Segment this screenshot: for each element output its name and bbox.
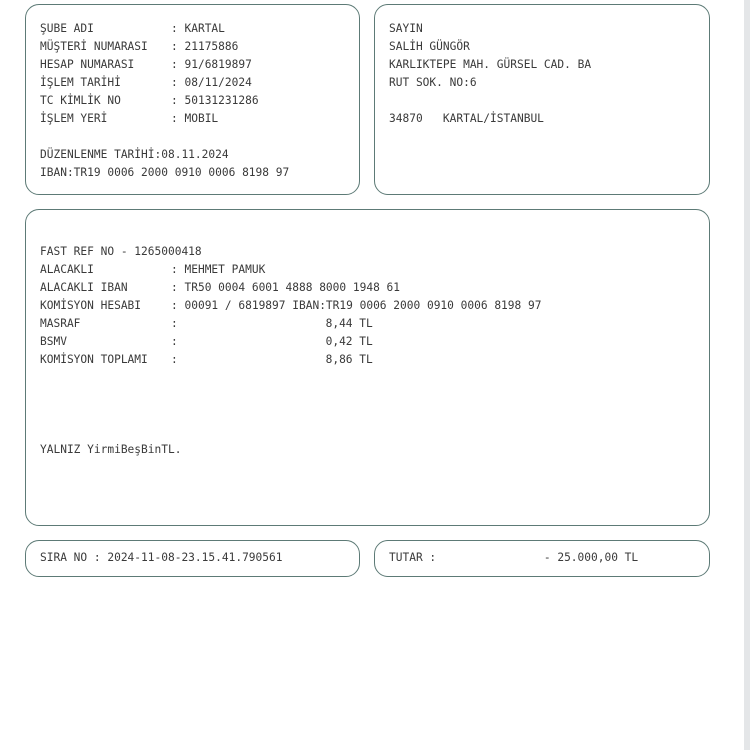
- row-label: KOMİSYON HESABI: [40, 299, 142, 312]
- commission-total-row: KOMİSYON TOPLAMI : 8,86 TL: [40, 351, 373, 369]
- transaction-place-row: İŞLEM YERİ : MOBIL: [40, 110, 218, 128]
- fee-amount: 8,44 TL: [325, 317, 373, 330]
- transaction-details-panel: [25, 209, 710, 526]
- total-row: [389, 549, 638, 567]
- row-value: MEHMET PAMUK: [184, 263, 266, 276]
- payee-row: ALACAKLI : MEHMET PAMUK: [40, 261, 265, 279]
- commission-total-amount: 8,86 TL: [325, 353, 373, 366]
- transaction-date-row: İŞLEM TARİHİ : 08/11/2024: [40, 74, 252, 92]
- fast-ref-number: FAST REF NO - 1265000418: [40, 245, 202, 258]
- row-value: 50131231286: [184, 94, 259, 107]
- customer-number-row: MÜŞTERİ NUMARASI : 21175886: [40, 38, 238, 56]
- row-label: KOMİSYON TOPLAMI: [40, 353, 148, 366]
- row-label: ALACAKLI IBAN: [40, 281, 128, 294]
- total-label: TUTAR :: [389, 551, 437, 564]
- branch-name-row: ŞUBE ADI : KARTAL: [40, 20, 225, 38]
- row-label: ALACAKLI: [40, 263, 94, 276]
- row-value: 91/6819897: [184, 58, 252, 71]
- amount-in-words: YALNIZ YirmiBeşBinTL.: [40, 443, 182, 456]
- row-label: HESAP NUMARASI: [40, 58, 135, 71]
- issue-date: DÜZENLENME TARİHİ:08.11.2024: [40, 148, 229, 161]
- row-value: 08/11/2024: [184, 76, 252, 89]
- page-scrollbar[interactable]: [744, 0, 750, 750]
- recipient-name: SALİH GÜNGÖR: [389, 40, 470, 53]
- total-amount: - 25.000,00 TL: [543, 551, 639, 564]
- recipient-address-panel: [374, 4, 710, 195]
- account-info-panel: [25, 4, 360, 195]
- row-label: MÜŞTERİ NUMARASI: [40, 40, 148, 53]
- commission-account-row: KOMİSYON HESABI : 00091 / 6819897 IBAN:TR19 0006 2000 0910 0006 8198 97: [40, 297, 541, 315]
- sequence-number: SIRA NO : 2024-11-08-23.15.41.790561: [40, 551, 283, 564]
- row-label: MASRAF: [40, 317, 81, 330]
- row-label: İŞLEM TARİHİ: [40, 76, 121, 89]
- sequence-number-panel: [25, 540, 360, 577]
- row-value: MOBIL: [184, 112, 219, 125]
- row-label: İŞLEM YERİ: [40, 112, 108, 125]
- row-value: KARTAL: [184, 22, 225, 35]
- row-label: TC KİMLİK NO: [40, 94, 121, 107]
- fee-row: MASRAF : 8,44 TL: [40, 315, 373, 333]
- total-panel: [374, 540, 710, 577]
- bsmv-row: BSMV : 0,42 TL: [40, 333, 373, 351]
- salutation: SAYIN: [389, 22, 423, 35]
- row-label: BSMV: [40, 335, 67, 348]
- account-iban: IBAN:TR19 0006 2000 0910 0006 8198 97: [40, 166, 290, 179]
- tc-id-row: TC KİMLİK NO : 50131231286: [40, 92, 259, 110]
- payee-iban-row: ALACAKLI IBAN : TR50 0004 6001 4888 8000 1948 61: [40, 279, 400, 297]
- bsmv-amount: 0,42 TL: [325, 335, 373, 348]
- address-line-2: RUT SOK. NO:6: [389, 76, 477, 89]
- row-value: 00091 / 6819897 IBAN:TR19 0006 2000 0910 0006 8198 97: [184, 299, 542, 312]
- account-number-row: HESAP NUMARASI : 91/6819897: [40, 56, 252, 74]
- address-line-1: KARLIKTEPE MAH. GÜRSEL CAD. BA: [389, 58, 592, 71]
- row-value: 21175886: [184, 40, 239, 53]
- postal-city-line: 34870 KARTAL/İSTANBUL: [389, 112, 544, 125]
- row-value: TR50 0004 6001 4888 8000 1948 61: [184, 281, 401, 294]
- row-label: ŞUBE ADI: [40, 22, 94, 35]
